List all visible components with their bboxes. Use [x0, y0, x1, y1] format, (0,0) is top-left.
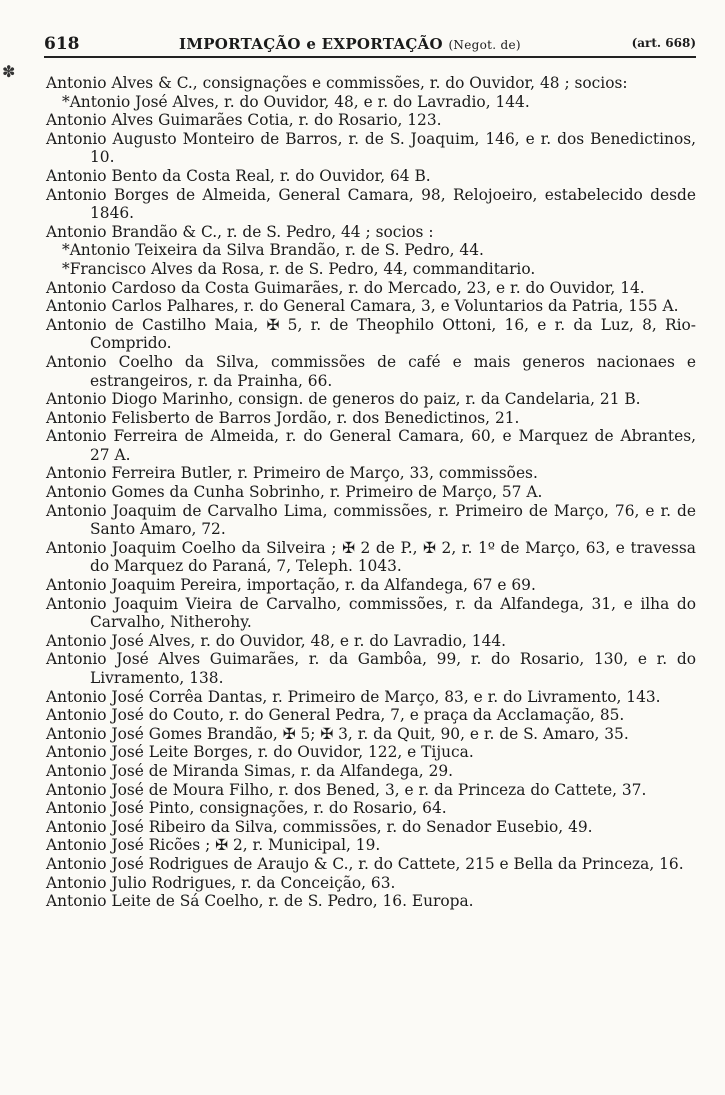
directory-entry: Antonio José Gomes Brandão, ✠ 5; ✠ 3, r. da Quit, 90, e r. de S. Amaro, 35. — [46, 724, 629, 743]
directory-entry: Antonio José do Couto, r. do General Pedra, 7, e praça da Acclamação, 85. — [46, 706, 625, 725]
page-header — [44, 32, 696, 58]
directory-entry: Antonio Coelho da Silva, commissões de café e mais generos nacionaes e estrangeiros, r. da Prainha, 66. — [46, 352, 696, 390]
running-title — [179, 35, 521, 53]
directory-entry: Antonio José Corrêa Dantas, r. Primeiro de Março, 83, e r. do Livramento, 143. — [46, 687, 661, 706]
directory-entry: Antonio Ferreira Butler, r. Primeiro de Março, 33, commissões. — [46, 464, 538, 483]
directory-entry: Antonio Joaquim Pereira, importação, r. da Alfandega, 67 e 69. — [46, 576, 536, 595]
directory-entry: Antonio Alves & C., consignações e commissões, r. do Ouvidor, 48 ; socios: — [46, 74, 628, 92]
directory-entry: Antonio Diogo Marinho, consign. de generos do paiz, r. da Candelaria, 21 B. — [46, 390, 641, 409]
directory-entry: Antonio Borges de Almeida, General Camara, 98, Relojoeiro, estabelecido desde 1846. — [46, 185, 696, 223]
article-number: (art. 668) — [631, 36, 696, 50]
directory-entry: Antonio José Alves, r. do Ouvidor, 48, e r. do Lavradio, 144. — [46, 631, 507, 650]
directory-entry: Antonio Joaquim Coelho da Silveira ; ✠ 2 de P., ✠ 2, r. 1º de Março, 63, e travessa do Marquez do Paraná, 7, Teleph. 1043. — [46, 538, 696, 576]
directory-entries — [46, 74, 696, 911]
directory-entry: Antonio Joaquim Vieira de Carvalho, commissões, r. da Alfandega, 31, e ilha do Carvalho, Nitherohy. — [46, 594, 696, 632]
directory-entry: Antonio Gomes da Cunha Sobrinho, r. Primeiro de Março, 57 A. — [46, 483, 543, 502]
directory-entry: Antonio Bento da Costa Real, r. do Ouvidor, 64 B. — [46, 166, 431, 185]
directory-entry: Antonio José Alves Guimarães, r. da Gambôa, 99, r. do Rosario, 130, e r. do Livramento, 138. — [46, 650, 696, 687]
directory-entry: *Antonio Teixeira da Silva Brandão, r. de S. Pedro, 44. — [62, 241, 484, 260]
directory-entry: Antonio José Ribeiro da Silva, commissões, r. do Senador Eusebio, 49. — [46, 817, 593, 836]
directory-entry: *Francisco Alves da Rosa, r. de S. Pedro, 44, commanditario. — [62, 259, 536, 278]
directory-entry: Antonio Felisberto de Barros Jordão, r. dos Benedictinos, 21. — [46, 408, 520, 427]
directory-entry: Antonio José Pinto, consignações, r. do Rosario, 64. — [46, 799, 447, 818]
directory-entry: Antonio Alves Guimarães Cotia, r. do Rosario, 123. — [46, 111, 442, 130]
directory-entry: Antonio Leite de Sá Coelho, r. de S. Pedro, 16. Europa. — [46, 892, 474, 911]
directory-entry: Antonio Brandão & C., r. de S. Pedro, 44 ; socios : — [46, 222, 434, 241]
directory-entry: Antonio Cardoso da Costa Guimarães, r. do Mercado, 23, e r. do Ouvidor, 14. — [46, 278, 645, 297]
directory-entry: Antonio de Castilho Maia, ✠ 5, r. de Theophilo Ottoni, 16, e r. da Luz, 8, Rio-Comprido. — [46, 315, 696, 353]
directory-entry: Antonio José de Moura Filho, r. dos Bened, 3, e r. da Princeza do Cattete, 37. — [46, 780, 647, 799]
running-subtitle: (Negot. de) — [448, 38, 521, 52]
running-title-text: IMPORTAÇÃO e EXPORTAÇÃO — [179, 35, 443, 53]
margin-mark-icon: ✽ — [2, 62, 16, 81]
page-number: 618 — [44, 34, 80, 54]
directory-entry: Antonio José de Miranda Simas, r. da Alfandega, 29. — [46, 761, 454, 780]
directory-entry: Antonio José Leite Borges, r. do Ouvidor, 122, e Tijuca. — [46, 743, 474, 762]
directory-entry: Antonio Augusto Monteiro de Barros, r. de S. Joaquim, 146, e r. dos Benedictinos, 10. — [46, 129, 696, 167]
directory-entry: Antonio Carlos Palhares, r. do General Camara, 3, e Voluntarios da Patria, 155 A. — [46, 297, 679, 316]
directory-entry: Antonio Joaquim de Carvalho Lima, commissões, r. Primeiro de Março, 76, e r. de Santo Amaro, 72. — [46, 501, 696, 539]
directory-entry: Antonio Julio Rodrigues, r. da Conceição, 63. — [46, 873, 396, 892]
directory-entry: Antonio José Rodrigues de Araujo & C., r. do Cattete, 215 e Bella da Princeza, 16. — [46, 854, 684, 873]
directory-entry: Antonio Ferreira de Almeida, r. do General Camara, 60, e Marquez de Abrantes, 27 A. — [46, 427, 696, 464]
directory-entry: *Antonio José Alves, r. do Ouvidor, 48, e r. do Lavradio, 144. — [62, 92, 530, 111]
directory-entry: Antonio José Ricões ; ✠ 2, r. Municipal, 19. — [46, 836, 381, 855]
